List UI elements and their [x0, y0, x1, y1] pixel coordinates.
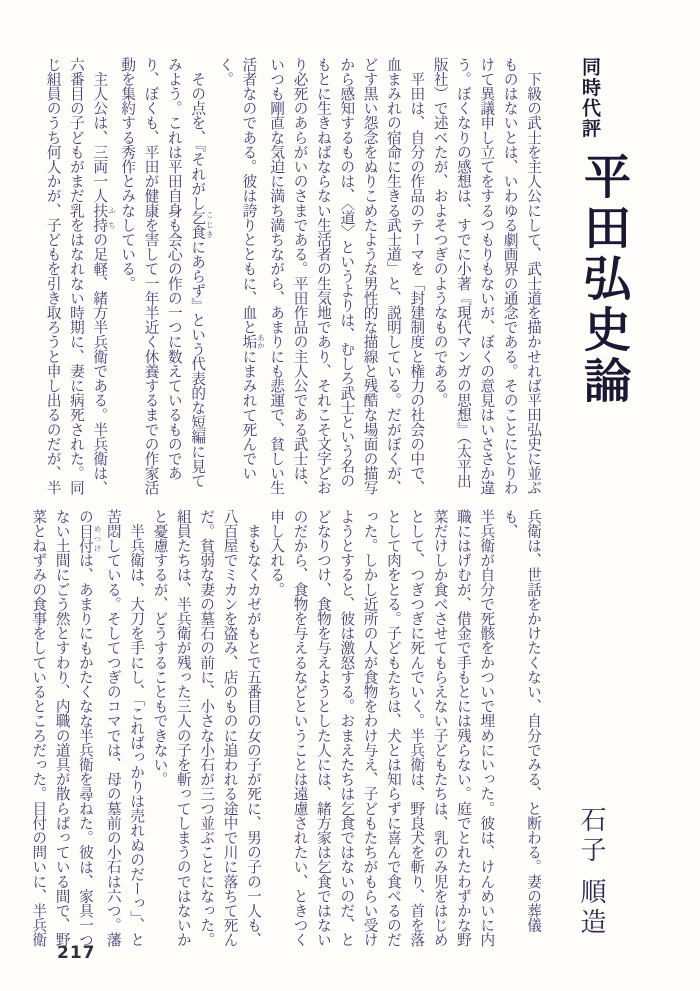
text-column: 下級の武士を主人公にして、武士道を描かせれば平田弘史に並ぶ	[525, 57, 542, 495]
text-column: どなりつけ、食物を与えようとした人には、緒方家は乞食ではない	[314, 509, 332, 947]
text-column: 申し入れる。	[268, 509, 286, 597]
text-column: 動を集約する秀作とみなしている。	[119, 57, 137, 291]
text-column: 職にはげむが、借金で手もとには残らない。庭でとれたわずかな野	[454, 509, 472, 947]
text-column: 苦悶している。そしてつぎのコマでは、母の墓前の小石は六つ。藩	[104, 509, 122, 947]
text-column: まもなくカゼがもとで五番目の女の子が死に、男の子の一人も、	[244, 509, 262, 947]
text-column: 六番目の子どもがまだ乳をはなれない時期に、妻に病死された。同	[67, 57, 85, 495]
body-text-top-tier	[44, 57, 545, 496]
text-column: く。	[217, 57, 235, 87]
text-column: 半兵衛は、大刀を手にし、「こればっかりは売れぬのだーっ」、と	[128, 509, 146, 947]
text-column: みよう。これは平田自身も会心の作の一つに数えているものであ	[165, 57, 183, 481]
text-column: として肉をとる。子どもたちは、犬とは知らずに喜んで食べるのだ	[384, 509, 402, 947]
text-column: り、ぼくも、平田が健康を害して一年半近く休養するまでの作家活	[142, 57, 160, 495]
text-column: から感知するものは、〈道〉というよりは、むしろ武士という名の	[338, 57, 356, 488]
text-column: けて異議申し立てをするつもりもないが、ぼくの意見はいささか違	[478, 57, 496, 495]
body-text-bottom-tier	[30, 509, 545, 948]
page-number: 217	[57, 943, 96, 963]
author-name: 石子 順造	[576, 806, 606, 939]
text-column: の目付 めつけは、あまりにもかたくなな半兵衛を尋ねた。彼は、家具一つ	[76, 509, 102, 948]
text-column: として、つぎつぎに死んでいく。半兵衛は、野良犬を斬り、首を落	[408, 509, 426, 947]
text-column: ものはないとは、いわゆる劇画界の通念である。そのことにとりわ	[501, 57, 519, 495]
text-column: 菜だけしか食べさせてもらえない子どもたちは、乳のみ児をはじめ	[431, 509, 449, 947]
text-column: 平田は、自分の作品のテーマを「封建制度と権力の社会の中で、	[408, 57, 426, 495]
text-column: 主人公は、三両一人扶持 ふちの足軽、緒方半兵衛である。半兵衛は、	[91, 57, 117, 496]
text-column: 菜とねずみの食事をしているところだった。目付の問いに、半兵衛	[30, 509, 48, 947]
text-column: その点を、『それがし乞食 こじきにあらず』という代表的な短編に見て	[189, 57, 215, 488]
text-column: り必死のあらがいのさまである。平田作品の主人公である武士は、	[291, 57, 309, 495]
text-column: のだから、食物を与えるなどということは遠慮されたい、ときつく	[291, 509, 309, 947]
text-column: と憂慮するが、どうすることもできない。	[151, 509, 169, 787]
text-column: もとに生きねばならない生活者の生気地であり、それこそ文字どお	[314, 57, 332, 495]
text-column: 版社）で述べたが、およそつぎのようなものである。	[431, 57, 449, 408]
article-kicker: 同時代評	[579, 57, 601, 139]
text-column: 兵衛は、世話をかけたくない、自分でみる、と断わる。妻の葬儀も、	[501, 509, 542, 933]
article-title: 平田弘史論	[576, 152, 631, 407]
text-column: 八百屋でミカンを盗み、店のものに追われる途中で川に落ちて死ん	[221, 509, 239, 947]
text-column: 組員たちは、半兵衛が残った三人の子を斬ってしまうのではないか	[174, 509, 192, 947]
text-column: ない土間にごう然とすわり、内職の道具が散らばっている間で、野	[53, 509, 71, 947]
text-column: いつも剛直な気迫に満ち満ちながら、あまりにも悲運で、貧しい生	[268, 57, 286, 495]
text-column: ようとすると、彼は激怒する。おまえたちは乞食ではないのだ、と	[338, 509, 356, 947]
text-column: 半兵衛が自分で死骸をかついで埋めにいった。彼は、けんめいに内	[478, 509, 496, 947]
text-column: 血まみれの宿命に生きる武士道」と、説明している。だがぼくが、	[384, 57, 402, 495]
text-column: じ組員のうち何人かが、子どもを引き取ろうと申し出るのだが、半	[44, 57, 62, 495]
text-column: だ。貧弱な妻の墓石の前に、小さな小石が三つ並ぶことになった。	[198, 509, 216, 947]
text-column: った。しかし近所の人が食物をわけ与え、子どもたちがもらい受け	[361, 509, 379, 947]
text-column: う。ぼくなりの感想は、すでに小著『現代マンガの思想』（太平出	[454, 57, 472, 488]
text-column: 活者なのである。彼は誇りとともに、血と垢 あかにまみれて死んでい	[240, 57, 266, 481]
text-column: どす黒い怨念をぬりこめたような男性的な描線と残酷な場面の描写	[361, 57, 379, 495]
